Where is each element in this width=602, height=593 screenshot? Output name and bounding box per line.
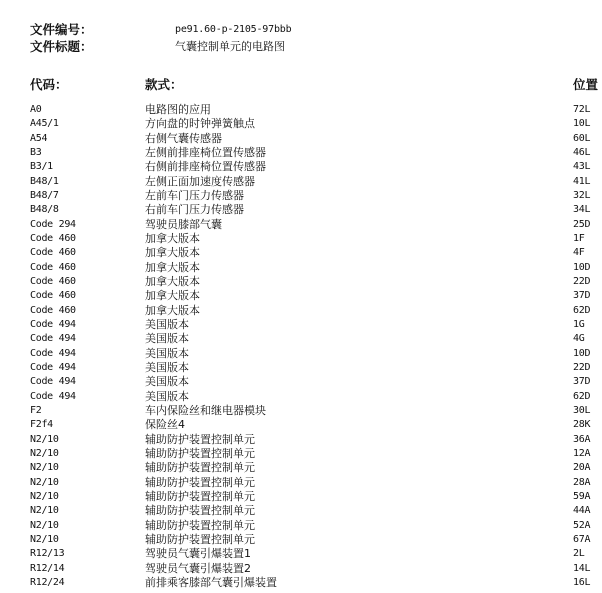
table-row (0, 347, 602, 361)
row-code: N2/10 (30, 476, 59, 488)
row-code: B48/7 (30, 189, 59, 201)
row-position: 2L (573, 548, 585, 560)
row-code: R12/14 (30, 562, 65, 574)
row-style: 前排乘客膝部气囊引爆装置 (145, 575, 277, 589)
row-style: 加拿大版本 (145, 260, 200, 274)
row-code: N2/10 (30, 433, 59, 445)
table-row (0, 189, 602, 203)
row-position: 25D (573, 218, 591, 230)
row-code: Code 494 (30, 390, 76, 402)
row-position: 67A (573, 533, 591, 545)
row-style: 加拿大版本 (145, 246, 200, 260)
row-code: Code 494 (30, 318, 76, 330)
row-code: A0 (30, 104, 42, 115)
row-position: 44A (573, 505, 591, 517)
row-style: 电路图的应用 (145, 103, 211, 116)
table-row (0, 132, 602, 146)
row-style: 辅助防护装置控制单元 (145, 518, 255, 532)
row-position: 37D (573, 290, 591, 302)
doc-title-label: 文件标题： (30, 39, 93, 54)
row-style: 美国版本 (145, 360, 189, 374)
row-position: 30L (573, 404, 591, 416)
table-row (0, 533, 602, 547)
row-position: 22D (573, 361, 591, 373)
row-style: 保险丝4 (145, 418, 185, 432)
row-style: 加拿大版本 (145, 289, 200, 303)
row-position: 62D (573, 390, 591, 402)
row-style: 美国版本 (145, 317, 189, 331)
row-style: 驾驶员气囊引爆装置1 (145, 547, 251, 561)
row-style: 方向盘的时钟弹簧触点 (145, 117, 255, 131)
row-style: 右前车门压力传感器 (145, 203, 244, 217)
table-row (0, 390, 602, 404)
row-code: F2f4 (30, 419, 53, 431)
row-style: 左侧正面加速度传感器 (145, 174, 255, 188)
row-style: 左侧前排座椅位置传感器 (145, 145, 266, 159)
doc-number: pe91.60-p-2105-97bbb (175, 24, 292, 35)
table-row (0, 304, 602, 318)
doc-title: 气囊控制单元的电路图 (175, 40, 285, 53)
doc-number-label: 文件编号： (30, 22, 93, 37)
row-code: N2/10 (30, 533, 59, 545)
row-position: 32L (573, 189, 591, 201)
row-style: 辅助防护装置控制单元 (145, 432, 255, 446)
row-code: B48/8 (30, 204, 59, 216)
table-row (0, 404, 602, 418)
table-row (0, 232, 602, 246)
row-style: 加拿大版本 (145, 274, 200, 288)
table-row (0, 117, 602, 131)
row-position: 43L (573, 161, 591, 173)
table-row (0, 447, 602, 461)
row-position: 12A (573, 447, 591, 459)
row-style: 驾驶员膝部气囊 (145, 217, 222, 231)
row-code: Code 460 (30, 304, 76, 316)
row-code: N2/10 (30, 519, 59, 531)
table-row (0, 418, 602, 432)
row-style: 加拿大版本 (145, 303, 200, 317)
table-row (0, 103, 602, 117)
row-style: 美国版本 (145, 375, 189, 389)
row-style: 美国版本 (145, 389, 189, 403)
row-code: Code 460 (30, 232, 76, 244)
row-code: Code 460 (30, 275, 76, 287)
row-code: B48/1 (30, 175, 59, 187)
row-style: 辅助防护装置控制单元 (145, 504, 255, 518)
row-style: 辅助防护装置控制单元 (145, 489, 255, 503)
row-position: 34L (573, 204, 591, 216)
row-code: Code 494 (30, 347, 76, 359)
row-code: R12/24 (30, 576, 65, 588)
row-position: 37D (573, 376, 591, 388)
column-header-position: 位置 (573, 77, 599, 92)
row-position: 46L (573, 146, 591, 158)
table-row (0, 332, 602, 346)
table-row (0, 275, 602, 289)
row-style: 右侧气囊传感器 (145, 131, 222, 145)
column-header-style: 款式： (145, 77, 183, 92)
row-style: 车内保险丝和继电器模块 (145, 403, 266, 417)
row-code: N2/10 (30, 505, 59, 517)
row-code: N2/10 (30, 462, 59, 474)
row-code: R12/13 (30, 548, 65, 560)
row-code: Code 460 (30, 290, 76, 302)
table-row (0, 476, 602, 490)
row-code: F2 (30, 404, 42, 416)
table-row (0, 576, 602, 590)
row-code: N2/10 (30, 447, 59, 459)
table-row (0, 433, 602, 447)
table-row (0, 504, 602, 518)
row-code: B3 (30, 146, 42, 158)
row-style: 美国版本 (145, 346, 189, 360)
table-row (0, 203, 602, 217)
row-code: Code 494 (30, 333, 76, 345)
row-style: 加拿大版本 (145, 231, 200, 245)
row-position: 1F (573, 232, 585, 244)
row-position: 52A (573, 519, 591, 531)
table-row (0, 289, 602, 303)
table-row (0, 318, 602, 332)
row-position: 4G (573, 333, 585, 345)
table-row (0, 361, 602, 375)
table-row (0, 218, 602, 232)
row-code: Code 294 (30, 218, 76, 230)
table-row (0, 547, 602, 561)
row-style: 辅助防护装置控制单元 (145, 532, 255, 546)
row-style: 辅助防护装置控制单元 (145, 446, 255, 460)
row-style: 驾驶员气囊引爆装置2 (145, 561, 251, 575)
row-style: 美国版本 (145, 332, 189, 346)
table-row (0, 146, 602, 160)
table-row (0, 175, 602, 189)
table-row (0, 160, 602, 174)
row-position: 10L (573, 118, 591, 130)
row-code: N2/10 (30, 490, 59, 502)
row-code: Code 494 (30, 361, 76, 373)
row-style: 右侧前排座椅位置传感器 (145, 160, 266, 174)
row-code: Code 460 (30, 247, 76, 259)
row-position: 60L (573, 132, 591, 144)
row-position: 14L (573, 562, 591, 574)
row-position: 59A (573, 490, 591, 502)
table-row (0, 519, 602, 533)
row-style: 辅助防护装置控制单元 (145, 475, 255, 489)
row-code: Code 494 (30, 376, 76, 388)
row-position: 28A (573, 476, 591, 488)
table-row (0, 490, 602, 504)
table-row (0, 562, 602, 576)
row-position: 1G (573, 318, 585, 330)
row-position: 28K (573, 419, 591, 431)
row-position: 62D (573, 304, 591, 316)
table-row (0, 261, 602, 275)
row-position: 10D (573, 261, 591, 273)
row-code: A54 (30, 132, 48, 144)
row-position: 36A (573, 433, 591, 445)
row-position: 72L (573, 104, 591, 115)
row-position: 20A (573, 462, 591, 474)
row-position: 22D (573, 275, 591, 287)
table-row (0, 375, 602, 389)
table-row (0, 246, 602, 260)
row-style: 辅助防护装置控制单元 (145, 461, 255, 475)
row-code: B3/1 (30, 161, 53, 173)
column-header-code: 代码： (30, 77, 68, 92)
row-code: A45/1 (30, 118, 59, 130)
row-style: 左前车门压力传感器 (145, 188, 244, 202)
row-code: Code 460 (30, 261, 76, 273)
row-position: 4F (573, 247, 585, 259)
table-row (0, 461, 602, 475)
row-position: 16L (573, 576, 591, 588)
component-table (0, 103, 602, 590)
row-position: 41L (573, 175, 591, 187)
row-position: 10D (573, 347, 591, 359)
